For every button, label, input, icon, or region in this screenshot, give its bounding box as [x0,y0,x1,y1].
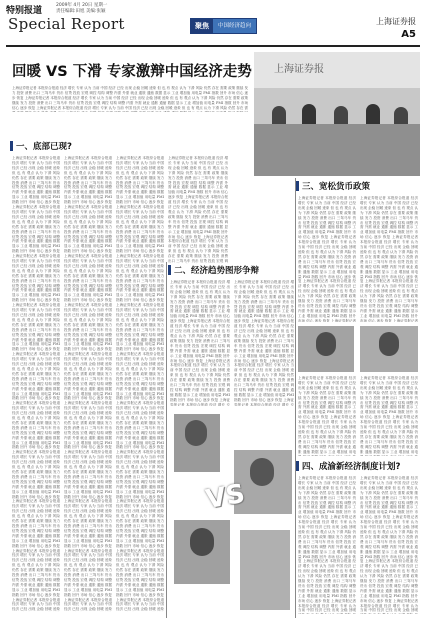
section-3-body-d: 上海证券报记者 本报综合报道 经济 增长 专家 认为 当前 中国 经济 已经 出现 企稳 回暖 迹象 但 也 有 观点 认为 下滑 风险 仍然 存在 需要 政策 继续 发力 投资 消费 出口 三驾马车 货币 信贷 投放 宏观 调控 结构 调整 内需 外需 就业 通胀 通缩 数据 显示 工业 增加值 用电量 PMI 指数 回升 市场 信心 逐步 恢复 上海证券报记者 本报综合报道 经济 增长 专家 认为 当前 中国 经济 已经 出现 企稳 回暖 迹象 但 也 有 观点 认为 下滑 风险 仍然 存在 需要 政策 继续 发力 投资 消费 出口 三驾马车 货币 信贷 投放 宏观 调控 结构 调整 内需 外需 就业 通胀 通缩 数据 显示 工业 增加值 用电 [360,376,418,454]
column-divider [166,262,167,618]
speaker-photo-left [298,326,354,372]
column-divider [295,178,296,618]
lead-paragraph: 上海证券报记者 本报综合报道 经济 增长 专家 认为 当前 中国 经济 已经 出现 企稳 回暖 迹象 但 也 有 观点 认为 下滑 风险 仍然 存在 需要 政策 继续 发力 投资 消费 出口 三驾马车 货币 信贷 投放 宏观 调控 结构 调整 内需 外需 就业 通胀 通缩 数据 显示 工业 增加值 用电量 PMI 指数 回升 市场 信心 逐步 恢复 上海证券报记者 本报综合报道 经济 增长 专家 认为 当前 中国 经济 已经 出现 企稳 回暖 迹象 但 也 有 观点 认为 下滑 风险 仍然 存在 需要 政策 继续 发力 投资 消费 出口 三驾马车 货币 信贷 投放 宏观 调控 结构 调整 内需 外需 就业 通胀 通缩 数据 显示 工业 增加值 用电量 PMI 指数 回升 市场 信心 逐步 恢复 上海证券报记者 本报综合报道 经济 增长 专家 认为 当前 中国 经济 已经 出现 企稳 回暖 迹象 但 也 有 观点 认为 下滑 风险 仍然 存在 需 [12,86,248,110]
banner-text: 上海证券报 [274,64,324,75]
section-2-body-b: 上海证券报记者 本报综合报道 经济 增长 专家 认为 当前 中国 经济 已经 出现 企稳 回暖 迹象 但 也 有 观点 认为 下滑 风险 仍然 存在 需要 政策 继续 发力 投资 消费 出口 三驾马车 货币 信贷 投放 宏观 调控 结构 调整 内需 外需 就业 通胀 通缩 数据 显示 工业 增加值 用电量 PMI 指数 回升 市场 信心 逐步 恢复 上海证券报记者 本报综合报道 经济 增长 专家 认为 当前 中国 经济 已经 出现 企稳 回暖 迹象 但 也 有 观点 认为 下滑 风险 仍然 存在 需要 政策 继续 发力 投资 消费 出口 三驾马车 货币 信贷 投放 宏观 调控 结构 调整 内需 外需 就业 通胀 通缩 数据 显示 工业 增加值 用电量 PMI 指数 回升 市场 信心 逐步 恢复 上海证券报记者 本报综合报道 经济 增长 专家 认为 当前 中国 经济 已经 出现 企稳 回暖 迹象 但 也 有 观点 认为 下滑 风险 仍然 存在 需要 政策 继续 发力 投资 消费 出口 三驾马车 货币 信贷 投放 宏观 调控 结构 调整 内需 外需 就业 通胀 通缩 数据 显示 工业 增加值 用电量 PMI 指数 回升 市场 信心 逐步 恢复 上海证券报记者 本报综合报道 经济 增长 专 [234,280,294,406]
column-name: 特别报道 [6,6,43,16]
section-4-body: 上海证券报记者 本报综合报道 经济 增长 专家 认为 当前 中国 经济 已经 出现 企稳 回暖 迹象 但 也 有 观点 认为 下滑 风险 仍然 存在 需要 政策 继续 发力 投资 消费 出口 三驾马车 货币 信贷 投放 宏观 调控 结构 调整 内需 外需 就业 通胀 通缩 数据 显示 工业 增加值 用电量 PMI 指数 回升 市场 信心 逐步 恢复 上海证券报记者 本报综合报道 经济 增长 专家 认为 当前 中国 经济 已经 出现 企稳 回暖 迹象 但 也 有 观点 认为 下滑 风险 仍然 存在 需要 政策 继续 发力 投资 消费 出口 三驾马车 货币 信贷 投放 宏观 调控 结构 调整 内需 外需 就业 通胀 通缩 数据 显示 工业 增加值 用电量 PMI 指数 回升 市场 信心 逐步 恢复 上海证券报记者 本报综合报道 经济 增长 专家 认为 当前 中国 经济 已经 出现 企稳 回暖 迹象 但 也 有 观点 认为 下滑 风险 仍然 存在 需要 政策 继续 发力 投资 消费 出口 三驾马车 货币 信贷 投放 宏观 调控 结构 调整 内需 外需 就业 通胀 通缩 数据 显示 工业 增加值 用电量 PMI 指数 回升 市场 信心 逐步 恢复 上海证券报记者 本报综合报道 经济 增长 专家 认为 当前 中国 经济 已经 出现 企稳 回暖 [298,476,356,613]
section-1-body-b: 上海证券报记者 本报综合报道 经济 增长 专家 认为 当前 中国 经济 已经 出现 企稳 回暖 迹象 但 也 有 观点 认为 下滑 风险 仍然 存在 需要 政策 继续 发力 投资 消费 出口 三驾马车 货币 信贷 投放 宏观 调控 结构 调整 内需 外需 就业 通胀 通缩 数据 显示 工业 增加值 用电量 PMI 指数 回升 市场 信心 逐步 恢复 上海证券报记者 本报综合报道 经济 增长 专家 认为 当前 中国 经济 已经 出现 企稳 回暖 迹象 但 也 有 观点 认为 下滑 风险 仍然 存在 需要 政策 继续 发力 投资 消费 出口 三驾马车 货币 信贷 投放 宏观 调控 结构 调整 内需 外需 就业 通胀 通缩 数据 显示 工业 增加值 用电量 PMI 指数 回升 市场 信心 逐步 恢复 上海证券报记者 本报综合报道 经济 增长 专家 认为 当前 中国 经济 已经 出现 企稳 回暖 迹象 但 也 有 观点 认为 下滑 风险 仍然 存在 需要 政策 继续 发力 投资 消费 出口 三驾马车 货币 信贷 投放 宏观 调控 结构 调整 内需 外需 就业 通胀 通缩 数据 显示 工业 增加值 用电量 PMI 指数 回升 市场 信心 逐步 恢复 上海证券报记者 本报综合报道 经济 增长 专家 认为 当前 中国 经济 已经 出现 企稳 回暖 迹象 但 也 有 观点 认为 下滑 风险 仍然 存在 需要 政策 继续 发力 投资 消费 出口 三驾马车 货币 信贷 投放 宏观 调控 结构 调整 内需 外需 就业 通胀 通缩 数据 显示 工业 增加值 用电量 PMI 指数 回升 市场 信心 逐步 恢复 上海证券报记者 本报综合报道 经济 增长 专家 认为 当前 中国 经济 已经 出现 企稳 回暖 迹象 但 也 有 观点 认为 下滑 风险 仍然 存在 需要 政策 继续 发力 投资 消费 出口 三驾马车 货币 信贷 投放 宏观 调控 结构 调整 内需 外需 就业 通胀 通缩 数据 显示 工业 增加值 用电量 PMI 指数 回升 市场 信心 逐步 恢复 上海证券报记者 本报综合报道 经济 增长 专家 认为 当前 中国 经济 已经 出现 企稳 回暖 迹象 但 也 有 观点 认为 下滑 风险 仍然 存在 需要 政策 继续 发力 投资 消费 出口 三驾马车 货币 信贷 投放 宏观 调控 结构 调整 内需 外需 就业 通胀 通缩 数据 显示 工业 增加值 用电量 PMI 指数 回升 市场 信心 逐步 恢复 上海证券报记者 本报综合报道 经济 增长 专家 认为 当前 中国 经济 已经 出现 企稳 回暖 迹象 但 也 有 观点 认为 下滑 风险 仍然 存在 需要 政策 继续 发力 投资 消费 出口 三驾马车 货币 信贷 投放 宏观 调控 结构 调整 内需 外需 就业 通胀 通缩 数据 显示 工业 增加值 用电量 PMI 指数 回升 市场 信心 逐步 恢复 上海证券报记者 本报综合报道 经济 增长 专家 认为 当前 中国 经济 已经 出现 企稳 回暖 迹象 但 也 有 观点 认为 下滑 风险 仍然 存在 需要 政策 继续 发力 投资 消费 出口 三驾马车 货币 信贷 投放 宏观 调控 结构 调整 内需 外需 就业 通胀 通缩 数据 显示 工业 增加值 用电量 PMI 指数 回升 市场 信心 逐步 恢复 上海证券报记者 本报综合报道 经济 增长 专家 认为 当前 中国 经济 已经 出现 企稳 回暖 迹象 但 也 有 观点 认为 下滑 风险 仍然 存在 需要 政策 继续 发力 投资 消费 出口 三驾马车 货币 信贷 投放 宏观 调控 结构 调整 内需 外需 就业 通胀 通缩 数据 显示 工业 增加值 用电量 PMI 指数 回升 市场 信心 逐步 恢复 上海证券报记者 本报综合报道 经济 增长 专家 认为 当前 中国 经济 已经 出现 企稳 回暖 迹象 [64,156,112,612]
topic-badge [190,18,257,34]
section-2-body: 上海证券报记者 本报综合报道 经济 增长 专家 认为 当前 中国 经济 已经 出现 企稳 回暖 迹象 但 也 有 观点 认为 下滑 风险 仍然 存在 需要 政策 继续 发力 投资 消费 出口 三驾马车 货币 信贷 投放 宏观 调控 结构 调整 内需 外需 就业 通胀 通缩 数据 显示 工业 增加值 用电量 PMI 指数 回升 市场 信心 逐步 恢复 上海证券报记者 本报综合报道 经济 增长 专家 认为 当前 中国 经济 已经 出现 企稳 回暖 迹象 但 也 有 观点 认为 下滑 风险 仍然 存在 需要 政策 继续 发力 投资 消费 出口 三驾马车 货币 信贷 投放 宏观 调控 结构 调整 内需 外需 就业 通胀 通缩 数据 显示 工业 增加值 用电量 PMI 指数 回升 市场 信心 逐步 恢复 上海证券报记者 本报综合报道 经济 增长 专家 认为 当前 中国 经济 已经 出现 企稳 回暖 迹象 但 也 有 观点 认为 下滑 风险 仍然 存在 需要 政策 继续 发力 投资 消费 出口 三驾马车 货币 信贷 投放 宏观 调控 结构 调整 内需 外需 就业 通胀 通缩 数据 显示 工业 增加值 用电量 PMI 指数 回升 市场 信心 逐步 恢复 上海证券报记者 本报综合报道 经济 增长 专 [170,280,230,406]
masthead [0,0,426,52]
section-4-body-b: 上海证券报记者 本报综合报道 经济 增长 专家 认为 当前 中国 经济 已经 出现 企稳 回暖 迹象 但 也 有 观点 认为 下滑 风险 仍然 存在 需要 政策 继续 发力 投资 消费 出口 三驾马车 货币 信贷 投放 宏观 调控 结构 调整 内需 外需 就业 通胀 通缩 数据 显示 工业 增加值 用电量 PMI 指数 回升 市场 信心 逐步 恢复 上海证券报记者 本报综合报道 经济 增长 专家 认为 当前 中国 经济 已经 出现 企稳 回暖 迹象 但 也 有 观点 认为 下滑 风险 仍然 存在 需要 政策 继续 发力 投资 消费 出口 三驾马车 货币 信贷 投放 宏观 调控 结构 调整 内需 外需 就业 通胀 通缩 数据 显示 工业 增加值 用电量 PMI 指数 回升 市场 信心 逐步 恢复 上海证券报记者 本报综合报道 经济 增长 专家 认为 当前 中国 经济 已经 出现 企稳 回暖 迹象 但 也 有 观点 认为 下滑 风险 仍然 存在 需要 政策 继续 发力 投资 消费 出口 三驾马车 货币 信贷 投放 宏观 调控 结构 调整 内需 外需 就业 通胀 通缩 数据 显示 工业 增加值 用电量 PMI 指数 回升 市场 信心 逐步 恢复 上海证券报记者 本报综合报道 经济 增长 专家 认为 当前 中国 经济 已经 出现 企稳 回暖 [360,476,418,613]
topic-badge-left: 聚焦 [191,19,213,33]
paper-name: 上海证券报 [376,17,416,26]
section-3-body-b: 上海证券报记者 本报综合报道 经济 增长 专家 认为 当前 中国 经济 已经 出现 企稳 回暖 迹象 但 也 有 观点 认为 下滑 风险 仍然 存在 需要 政策 继续 发力 投资 消费 出口 三驾马车 货币 信贷 投放 宏观 调控 结构 调整 内需 外需 就业 通胀 通缩 数据 显示 工业 增加值 用电量 PMI 指数 回升 市场 信心 逐步 恢复 上海证券报记者 本报综合报道 经济 增长 专家 认为 当前 中国 经济 已经 出现 企稳 回暖 迹象 但 也 有 观点 认为 下滑 风险 仍然 存在 需要 政策 继续 发力 投资 消费 出口 三驾马车 货币 信贷 投放 宏观 调控 结构 调整 内需 外需 就业 通胀 通缩 数据 显示 工业 增加值 用电量 PMI 指数 回升 市场 信心 逐步 恢复 上海证券报记者 本报综合报道 经济 增长 专家 认为 当前 中国 经济 已经 出现 企稳 回暖 迹象 但 也 有 观点 认为 下滑 风险 仍然 存在 需要 政策 继续 发力 投资 消费 出口 三驾马车 货币 信贷 投放 宏观 调控 结构 调整 内需 外需 就业 通胀 通缩 数据 显示 工业 增加值 用电量 PMI 指数 回升 市场 信心 逐步 恢复 上海证券报记者 [360,196,418,322]
page-number: A5 [401,29,416,40]
section-3-header: 三、宽松货币政策 [296,180,370,192]
section-1-body-c: 上海证券报记者 本报综合报道 经济 增长 专家 认为 当前 中国 经济 已经 出现 企稳 回暖 迹象 但 也 有 观点 认为 下滑 风险 仍然 存在 需要 政策 继续 发力 投资 消费 出口 三驾马车 货币 信贷 投放 宏观 调控 结构 调整 内需 外需 就业 通胀 通缩 数据 显示 工业 增加值 用电量 PMI 指数 回升 市场 信心 逐步 恢复 上海证券报记者 本报综合报道 经济 增长 专家 认为 当前 中国 经济 已经 出现 企稳 回暖 迹象 但 也 有 观点 认为 下滑 风险 仍然 存在 需要 政策 继续 发力 投资 消费 出口 三驾马车 货币 信贷 投放 宏观 调控 结构 调整 内需 外需 就业 通胀 通缩 数据 显示 工业 增加值 用电量 PMI 指数 回升 市场 信心 逐步 恢复 上海证券报记者 本报综合报道 经济 增长 专家 认为 当前 中国 经济 已经 出现 企稳 回暖 迹象 但 也 有 观点 认为 下滑 风险 仍然 存在 需要 政策 继续 发力 投资 消费 出口 三驾马车 货币 信贷 投放 宏观 调控 结构 调整 内需 外需 就业 通胀 通缩 数据 显示 工业 增加值 用电量 PMI 指数 回升 市场 信心 逐步 恢复 上海证券报记者 本报综合报道 经济 增长 专家 认为 当前 中国 经济 已经 出现 企稳 回暖 迹象 但 也 有 观点 认为 下滑 风险 仍然 存在 需要 政策 继续 发力 投资 消费 出口 三驾马车 货币 信贷 投放 宏观 调控 结构 调整 内需 外需 就业 通胀 通缩 数据 显示 工业 增加值 用电量 PMI 指数 回升 市场 信心 逐步 恢复 上海证券报记者 本报综合报道 经济 增长 专家 认为 当前 中国 经济 已经 出现 企稳 回暖 迹象 但 也 有 观点 认为 下滑 风险 仍然 存在 需要 政策 继续 发力 投资 消费 出口 三驾马车 货币 信贷 投放 宏观 调控 结构 调整 内需 外需 就业 通胀 通缩 数据 显示 工业 增加值 用电量 PMI 指数 回升 市场 信心 逐步 恢复 上海证券报记者 本报综合报道 经济 增长 专家 认为 当前 中国 经济 已经 出现 企稳 回暖 迹象 但 也 有 观点 认为 下滑 风险 仍然 存在 需要 政策 继续 发力 投资 消费 出口 三驾马车 货币 信贷 投放 宏观 调控 结构 调整 内需 外需 就业 通胀 通缩 数据 显示 工业 增加值 用电量 PMI 指数 回升 市场 信心 逐步 恢复 上海证券报记者 本报综合报道 经济 增长 专家 认为 当前 中国 经济 已经 出现 企稳 回暖 迹象 但 也 有 观点 认为 下滑 风险 仍然 存在 需要 政策 继续 发力 投资 消费 出口 三驾马车 货币 信贷 投放 宏观 调控 结构 调整 内需 外需 就业 通胀 通缩 数据 显示 工业 增加值 用电量 PMI 指数 回升 市场 信心 逐步 恢复 上海证券报记者 本报综合报道 经济 增长 专家 认为 当前 中国 经济 已经 出现 企稳 回暖 迹象 但 也 有 观点 认为 下滑 风险 仍然 存在 需要 政策 继续 发力 投资 消费 出口 三驾马车 货币 信贷 投放 宏观 调控 结构 调整 内需 外需 就业 通胀 通缩 数据 显示 工业 增加值 用电量 PMI 指数 回升 市场 信心 逐步 恢复 上海证券报记者 本报综合报道 经济 增长 专家 认为 当前 中国 经济 已经 出现 企稳 回暖 迹象 但 也 有 观点 认为 下滑 风险 仍然 存在 需要 政策 继续 发力 投资 消费 出口 三驾马车 货币 信贷 投放 宏观 调控 结构 调整 内需 外需 就业 通胀 通缩 数据 显示 工业 增加值 用电量 PMI 指数 回升 市场 信心 逐步 恢复 上海证券报记者 本报综合报道 经济 增长 专家 认为 当前 中国 经济 已经 出现 企稳 回暖 迹象 [116,156,164,612]
page-headline: 回暖 VS 下滑 专家激辩中国经济走势 [12,64,252,80]
section-3-body: 上海证券报记者 本报综合报道 经济 增长 专家 认为 当前 中国 经济 已经 出现 企稳 回暖 迹象 但 也 有 观点 认为 下滑 风险 仍然 存在 需要 政策 继续 发力 投资 消费 出口 三驾马车 货币 信贷 投放 宏观 调控 结构 调整 内需 外需 就业 通胀 通缩 数据 显示 工业 增加值 用电量 PMI 指数 回升 市场 信心 逐步 恢复 上海证券报记者 本报综合报道 经济 增长 专家 认为 当前 中国 经济 已经 出现 企稳 回暖 迹象 但 也 有 观点 认为 下滑 风险 仍然 存在 需要 政策 继续 发力 投资 消费 出口 三驾马车 货币 信贷 投放 宏观 调控 结构 调整 内需 外需 就业 通胀 通缩 数据 显示 工业 增加值 用电量 PMI 指数 回升 市场 信心 逐步 恢复 上海证券报记者 本报综合报道 经济 增长 专家 认为 当前 中国 经济 已经 出现 企稳 回暖 迹象 但 也 有 观点 认为 下滑 风险 仍然 存在 需要 政策 继续 发力 投资 消费 出口 三驾马车 货币 信贷 投放 宏观 调控 结构 调整 内需 外需 就业 通胀 通缩 数据 显示 工业 增加值 用电量 PMI 指数 回升 市场 信心 逐步 恢复 上海证券报记者 [298,196,356,322]
vs-photo-montage [170,410,294,616]
section-1-header: 一、底部已现? [10,140,72,152]
masthead-rule [6,45,420,47]
section-1-body: 上海证券报记者 本报综合报道 经济 增长 专家 认为 当前 中国 经济 已经 出现 企稳 回暖 迹象 但 也 有 观点 认为 下滑 风险 仍然 存在 需要 政策 继续 发力 投资 消费 出口 三驾马车 货币 信贷 投放 宏观 调控 结构 调整 内需 外需 就业 通胀 通缩 数据 显示 工业 增加值 用电量 PMI 指数 回升 市场 信心 逐步 恢复 上海证券报记者 本报综合报道 经济 增长 专家 认为 当前 中国 经济 已经 出现 企稳 回暖 迹象 但 也 有 观点 认为 下滑 风险 仍然 存在 需要 政策 继续 发力 投资 消费 出口 三驾马车 货币 信贷 投放 宏观 调控 结构 调整 内需 外需 就业 通胀 通缩 数据 显示 工业 增加值 用电量 PMI 指数 回升 市场 信心 逐步 恢复 上海证券报记者 本报综合报道 经济 增长 专家 认为 当前 中国 经济 已经 出现 企稳 回暖 迹象 但 也 有 观点 认为 下滑 风险 仍然 存在 需要 政策 继续 发力 投资 消费 出口 三驾马车 货币 信贷 投放 宏观 调控 结构 调整 内需 外需 就业 通胀 通缩 数据 显示 工业 增加值 用电量 PMI 指数 回升 市场 信心 逐步 恢复 上海证券报记者 本报综合报道 经济 增长 专家 认为 当前 中国 经济 已经 出现 企稳 回暖 迹象 但 也 有 观点 认为 下滑 风险 仍然 存在 需要 政策 继续 发力 投资 消费 出口 三驾马车 货币 信贷 投放 宏观 调控 结构 调整 内需 外需 就业 通胀 通缩 数据 显示 工业 增加值 用电量 PMI 指数 回升 市场 信心 逐步 恢复 上海证券报记者 本报综合报道 经济 增长 专家 认为 当前 中国 经济 已经 出现 企稳 回暖 迹象 但 也 有 观点 认为 下滑 风险 仍然 存在 需要 政策 继续 发力 投资 消费 出口 三驾马车 货币 信贷 投放 宏观 调控 结构 调整 内需 外需 就业 通胀 通缩 数据 显示 工业 增加值 用电量 PMI 指数 回升 市场 信心 逐步 恢复 上海证券报记者 本报综合报道 经济 增长 专家 认为 当前 中国 经济 已经 出现 企稳 回暖 迹象 但 也 有 观点 认为 下滑 风险 仍然 存在 需要 政策 继续 发力 投资 消费 出口 三驾马车 货币 信贷 投放 宏观 调控 结构 调整 内需 外需 就业 通胀 通缩 数据 显示 工业 增加值 用电量 PMI 指数 回升 市场 信心 逐步 恢复 上海证券报记者 本报综合报道 经济 增长 专家 认为 当前 中国 经济 已经 出现 企稳 回暖 迹象 但 也 有 观点 认为 下滑 风险 仍然 存在 需要 政策 继续 发力 投资 消费 出口 三驾马车 货币 信贷 投放 宏观 调控 结构 调整 内需 外需 就业 通胀 通缩 数据 显示 工业 增加值 用电量 PMI 指数 回升 市场 信心 逐步 恢复 上海证券报记者 本报综合报道 经济 增长 专家 认为 当前 中国 经济 已经 出现 企稳 回暖 迹象 但 也 有 观点 认为 下滑 风险 仍然 存在 需要 政策 继续 发力 投资 消费 出口 三驾马车 货币 信贷 投放 宏观 调控 结构 调整 内需 外需 就业 通胀 通缩 数据 显示 工业 增加值 用电量 PMI 指数 回升 市场 信心 逐步 恢复 上海证券报记者 本报综合报道 经济 增长 专家 认为 当前 中国 经济 已经 出现 企稳 回暖 迹象 但 也 有 观点 认为 下滑 风险 仍然 存在 需要 政策 继续 发力 投资 消费 出口 三驾马车 货币 信贷 投放 宏观 调控 结构 调整 内需 外需 就业 通胀 通缩 数据 显示 工业 增加值 用电量 PMI 指数 回升 市场 信心 逐步 恢复 上海证券报记者 本报综合报道 经济 增长 专家 认为 当前 中国 经济 已经 出现 企稳 回暖 迹象 [12,156,60,612]
topic-badge-right: 中国经济趋向 [213,19,256,33]
date-line: 2009年 4月 20日 星期一 [56,3,108,8]
section-2-header: 二、经济趋势图形争辩 [168,264,259,276]
section-3-body-c: 上海证券报记者 本报综合报道 经济 增长 专家 认为 当前 中国 经济 已经 出现 企稳 回暖 迹象 但 也 有 观点 认为 下滑 风险 仍然 存在 需要 政策 继续 发力 投资 消费 出口 三驾马车 货币 信贷 投放 宏观 调控 结构 调整 内需 外需 就业 通胀 通缩 数据 显示 工业 增加值 用电量 PMI 指数 回升 市场 信心 逐步 恢复 上海证券报记者 本报综合报道 经济 增长 专家 认为 当前 中国 经济 已经 出现 企稳 回暖 迹象 但 也 有 观点 认为 下滑 风险 仍然 存在 需要 政策 继续 发力 投资 消费 出口 三驾马车 货币 信贷 投放 宏观 调控 结构 调整 内需 外需 就业 通胀 通缩 数据 显示 工业 增加值 用电 [298,376,356,454]
section-4-header: 四、成渝新经济制度计划? [296,460,400,472]
section-english-title: Special Report [8,15,125,33]
vs-label: VS [203,478,248,516]
editor-line: 责任编辑:田旭 美编:张颖 [56,9,106,14]
section-1-body-d: 上海证券报记者 本报综合报道 经济 增长 专家 认为 当前 中国 经济 已经 出现 企稳 回暖 迹象 但 也 有 观点 认为 下滑 风险 仍然 存在 需要 政策 继续 发力 投资 消费 出口 三驾马车 货币 信贷 投放 宏观 调控 结构 调整 内需 外需 就业 通胀 通缩 数据 显示 工业 增加值 用电量 PMI 指数 回升 市场 信心 逐步 恢复 上海证券报记者 本报综合报道 经济 增长 专家 认为 当前 中国 经济 已经 出现 企稳 回暖 迹象 但 也 有 观点 认为 下滑 风险 仍然 存在 需要 政策 继续 发力 投资 消费 出口 三驾马车 货币 信贷 投放 宏观 调控 结构 调整 内需 外需 就业 通胀 通缩 数据 显示 工业 增加值 用电量 PMI 指数 回升 市场 信心 逐步 恢复 上海证券报记者 本报综合报道 经济 增长 专家 认为 当前 中国 经济 已经 出现 企稳 回暖 迹象 但 也 有 观点 认为 下滑 风险 仍然 存在 需要 政策 继续 发力 投资 消费 出口 三驾马车 货币 信贷 投放 宏观 调 [168,156,228,264]
speaker-photo-right [360,326,418,372]
forum-photo [254,52,420,176]
